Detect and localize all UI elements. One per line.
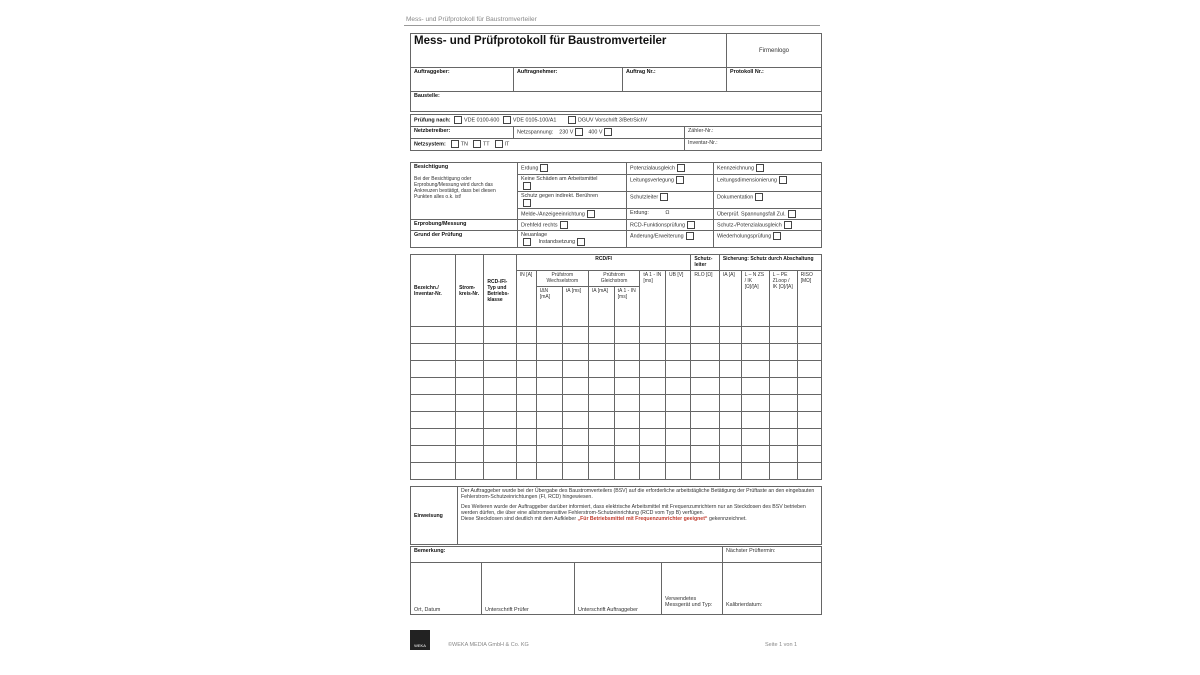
- table-cell[interactable]: [691, 395, 720, 412]
- unterschrift-pruefer-field[interactable]: Unterschrift Prüfer: [482, 563, 575, 615]
- table-cell[interactable]: [665, 395, 690, 412]
- page-number: Seite 1 von 1: [765, 642, 798, 648]
- check-schutzleiter[interactable]: Schutzleiter: [627, 192, 714, 209]
- table-cell[interactable]: [516, 446, 536, 463]
- einweisung-label: Einweisung: [411, 487, 458, 545]
- auftrag-nr-field[interactable]: Auftrag Nr.:: [623, 68, 727, 92]
- table-cell[interactable]: [484, 327, 516, 344]
- table-cell[interactable]: [411, 429, 456, 446]
- table-cell[interactable]: [536, 412, 562, 429]
- table-cell[interactable]: [691, 361, 720, 378]
- table-cell[interactable]: [588, 463, 614, 480]
- table-cell[interactable]: [614, 327, 640, 344]
- table-cell[interactable]: [719, 344, 741, 361]
- table-cell[interactable]: [562, 327, 588, 344]
- table-cell[interactable]: [797, 446, 821, 463]
- col-ia: IA [mA]: [588, 287, 614, 327]
- col-ub: UB [V]: [665, 271, 690, 327]
- table-cell[interactable]: [484, 361, 516, 378]
- col-ln: L – N ZS / IK [Ω]/[A]: [741, 271, 769, 327]
- check-leitungsverlegung[interactable]: Leitungsverlegung: [627, 175, 714, 192]
- checkbox-dguv[interactable]: [568, 116, 576, 124]
- besichtigung-table: [410, 162, 822, 248]
- table-cell[interactable]: [588, 378, 614, 395]
- check-instand[interactable]: Instandsetzung: [539, 239, 588, 245]
- table-cell[interactable]: [411, 463, 456, 480]
- table-cell[interactable]: [484, 463, 516, 480]
- table-cell[interactable]: [741, 446, 769, 463]
- check-aenderung[interactable]: Änderung/Erweiterung: [627, 231, 714, 248]
- table-cell[interactable]: [484, 378, 516, 395]
- col-idn: IΔN [mA]: [536, 287, 562, 327]
- col-wechsel: Prüfstrom Wechselstrom: [536, 271, 588, 287]
- check-leitungsdim[interactable]: Leitungsdimensionierung: [714, 175, 822, 192]
- checkbox-tn[interactable]: [451, 140, 459, 148]
- table-cell[interactable]: [769, 429, 797, 446]
- table-cell[interactable]: [691, 446, 720, 463]
- firmenlogo-box: Firmenlogo: [727, 34, 822, 68]
- table-cell[interactable]: [741, 429, 769, 446]
- signature-table: [410, 546, 822, 615]
- col-ta: tA [ms]: [562, 287, 588, 327]
- kalibrier-field[interactable]: Kalibrierdatum:: [723, 563, 822, 615]
- table-row: [411, 361, 822, 378]
- col-rlo: RLO [Ω]: [691, 271, 720, 327]
- header-table: [410, 33, 822, 112]
- check-schutz[interactable]: Schutz gegen indirekt. Berühren: [518, 192, 627, 209]
- col-riso: RISO [MΩ]: [797, 271, 821, 327]
- table-cell[interactable]: [614, 361, 640, 378]
- table-row: [411, 344, 822, 361]
- table-cell[interactable]: [640, 378, 666, 395]
- table-cell[interactable]: [614, 429, 640, 446]
- table-cell[interactable]: [719, 361, 741, 378]
- table-cell[interactable]: [719, 327, 741, 344]
- publisher-text: ©WEKA MEDIA GmbH & Co. KG: [448, 642, 529, 648]
- check-potential[interactable]: Potenzialausgleich: [627, 163, 714, 175]
- col-schutzleiter: Schutz-leiter: [691, 255, 720, 271]
- auftragnehmer-field[interactable]: Auftragnehmer:: [514, 68, 623, 92]
- table-cell[interactable]: [640, 429, 666, 446]
- unterschrift-auftraggeber-field[interactable]: Unterschrift Auftraggeber: [575, 563, 662, 615]
- table-cell[interactable]: [516, 395, 536, 412]
- table-cell[interactable]: [456, 378, 484, 395]
- table-cell[interactable]: [536, 446, 562, 463]
- table-cell[interactable]: [484, 412, 516, 429]
- table-cell[interactable]: [797, 344, 821, 361]
- table-cell[interactable]: [536, 344, 562, 361]
- table-cell[interactable]: [769, 361, 797, 378]
- table-cell[interactable]: [484, 446, 516, 463]
- table-cell[interactable]: [769, 344, 797, 361]
- table-cell[interactable]: [562, 395, 588, 412]
- table-cell[interactable]: [484, 395, 516, 412]
- table-row: [411, 395, 822, 412]
- table-cell[interactable]: [516, 378, 536, 395]
- table-cell[interactable]: [614, 463, 640, 480]
- check-keine-schaeden[interactable]: Keine Schäden am Arbeitsmittel: [518, 175, 627, 192]
- check-rcd[interactable]: RCD-Funktionsprüfung: [627, 220, 714, 231]
- table-cell[interactable]: [691, 378, 720, 395]
- col-t1: tA 1 - IN [ms]: [640, 271, 666, 327]
- table-cell[interactable]: [516, 463, 536, 480]
- table-cell[interactable]: [719, 463, 741, 480]
- table-cell[interactable]: [456, 412, 484, 429]
- table-cell[interactable]: [640, 463, 666, 480]
- check-neuanlage[interactable]: Neuanlage: [521, 232, 547, 245]
- table-cell[interactable]: [741, 395, 769, 412]
- table-cell[interactable]: [665, 463, 690, 480]
- table-cell[interactable]: [640, 446, 666, 463]
- table-cell[interactable]: [640, 361, 666, 378]
- table-cell[interactable]: [665, 412, 690, 429]
- table-cell[interactable]: [614, 412, 640, 429]
- protokoll-nr-field[interactable]: Protokoll Nr.:: [727, 68, 822, 92]
- table-cell[interactable]: [691, 463, 720, 480]
- auftraggeber-field[interactable]: Auftraggeber:: [411, 68, 514, 92]
- baustelle-field[interactable]: Baustelle:: [411, 92, 822, 112]
- pruefung-row: Prüfung nach: VDE 0100-600 VDE 0105-100/A1 DGUV Vorschrift 3/BetrSichV: [411, 115, 822, 127]
- table-cell[interactable]: [484, 344, 516, 361]
- col-strom: Strom-kreis-Nr.: [456, 255, 484, 327]
- table-cell[interactable]: [797, 463, 821, 480]
- table-cell[interactable]: [741, 361, 769, 378]
- checkbox-it[interactable]: [495, 140, 503, 148]
- table-cell[interactable]: [797, 327, 821, 344]
- table-cell[interactable]: [691, 429, 720, 446]
- checkbox-tt[interactable]: [473, 140, 481, 148]
- table-cell[interactable]: [411, 412, 456, 429]
- check-melde[interactable]: Melde-/Anzeigeeinrichtung: [518, 209, 627, 220]
- table-cell[interactable]: [797, 395, 821, 412]
- table-cell[interactable]: [536, 378, 562, 395]
- grund-neu-instand: [518, 231, 627, 248]
- table-cell[interactable]: [719, 395, 741, 412]
- check-kennzeichnung[interactable]: Kennzeichnung: [714, 163, 822, 175]
- table-cell[interactable]: [456, 327, 484, 344]
- table-cell[interactable]: [769, 395, 797, 412]
- col-bezeichn: Bezeichn./ Inventar-Nr.: [411, 255, 456, 327]
- table-cell[interactable]: [411, 446, 456, 463]
- table-cell[interactable]: [769, 378, 797, 395]
- breadcrumb: Mess- und Prüfprotokoll für Baustromverteiler: [406, 16, 537, 23]
- table-cell[interactable]: [536, 361, 562, 378]
- netzsystem-row: Netzsystem: TN TT IT: [411, 139, 685, 151]
- table-cell[interactable]: [769, 463, 797, 480]
- messgeraet-field[interactable]: Verwendetes Messgerät und Typ:: [662, 563, 723, 615]
- messwerte-table: [410, 254, 822, 480]
- table-cell[interactable]: [562, 344, 588, 361]
- col-ia2: IA [A]: [719, 271, 741, 327]
- table-cell[interactable]: [456, 344, 484, 361]
- table-cell[interactable]: [769, 327, 797, 344]
- table-cell[interactable]: [456, 429, 484, 446]
- table-cell[interactable]: [614, 344, 640, 361]
- table-cell[interactable]: [665, 344, 690, 361]
- table-cell[interactable]: [411, 378, 456, 395]
- bemerkung-field[interactable]: Bemerkung:: [411, 547, 723, 563]
- col-rcd-typ: RCD-/FI-Typ und Betriebs-klasse: [484, 255, 516, 327]
- table-row: [411, 378, 822, 395]
- header-divider: [404, 25, 820, 26]
- table-row: [411, 327, 822, 344]
- table-cell[interactable]: [719, 412, 741, 429]
- checkbox-vde-0100[interactable]: [454, 116, 462, 124]
- table-cell[interactable]: [797, 429, 821, 446]
- table-cell[interactable]: [588, 395, 614, 412]
- table-cell[interactable]: [640, 395, 666, 412]
- table-cell[interactable]: [614, 446, 640, 463]
- erdung-ohm-field[interactable]: Erdung: Ω: [627, 209, 714, 220]
- table-cell[interactable]: [719, 429, 741, 446]
- table-cell[interactable]: [536, 395, 562, 412]
- table-cell[interactable]: [691, 327, 720, 344]
- col-lpe: L – PE ZLoop / IK [Ω]/[A]: [769, 271, 797, 327]
- check-erdung[interactable]: Erdung: [518, 163, 627, 175]
- document-title: Mess- und Prüfprotokoll für Baustromverteiler: [411, 34, 727, 68]
- table-cell[interactable]: [769, 412, 797, 429]
- checkbox-230v[interactable]: [575, 128, 583, 136]
- table-cell[interactable]: [588, 429, 614, 446]
- check-schutzpot[interactable]: Schutz-/Potenzialausgleich: [714, 220, 822, 231]
- table-cell[interactable]: [719, 378, 741, 395]
- check-wiederholung[interactable]: Wiederholungsprüfung: [714, 231, 822, 248]
- table-cell[interactable]: [797, 412, 821, 429]
- table-cell[interactable]: [741, 412, 769, 429]
- table-cell[interactable]: [456, 361, 484, 378]
- besichtigung-cell: Besichtigung Bei der Besichtigung oder Erprobung/Messung wird durch das Ankreuzen bestätigt, dass bei diesen Punkten alles o.k. ist!: [411, 163, 518, 220]
- table-cell[interactable]: [741, 327, 769, 344]
- col-sicherung: Sicherung: Schutz durch Abschaltung: [719, 255, 821, 271]
- table-row: [411, 463, 822, 480]
- table-cell[interactable]: [456, 446, 484, 463]
- table-cell[interactable]: [797, 378, 821, 395]
- inventar-field[interactable]: Inventar-Nr.:: [685, 139, 822, 151]
- table-cell[interactable]: [741, 463, 769, 480]
- table-cell[interactable]: [588, 327, 614, 344]
- table-cell[interactable]: [562, 429, 588, 446]
- table-cell[interactable]: [741, 344, 769, 361]
- check-dokumentation[interactable]: Dokumentation: [714, 192, 822, 209]
- grund-label: Grund der Prüfung: [411, 231, 518, 248]
- table-cell[interactable]: [665, 446, 690, 463]
- table-cell[interactable]: [516, 361, 536, 378]
- einweisung-table: [410, 486, 822, 545]
- table-row: [411, 446, 822, 463]
- table-cell[interactable]: [588, 446, 614, 463]
- table-cell[interactable]: [411, 344, 456, 361]
- table-row: [411, 412, 822, 429]
- table-cell[interactable]: [588, 412, 614, 429]
- col-in: IN [A]: [516, 271, 536, 327]
- ort-datum-field[interactable]: Ort, Datum: [411, 563, 482, 615]
- pruefung-table: [410, 114, 822, 151]
- table-cell[interactable]: [691, 412, 720, 429]
- col-rcd-fi: RCD/FI: [516, 255, 691, 271]
- table-cell[interactable]: [411, 361, 456, 378]
- table-cell[interactable]: [665, 378, 690, 395]
- naechster-field[interactable]: Nächster Prüftermin:: [723, 547, 822, 563]
- table-cell[interactable]: [411, 395, 456, 412]
- table-cell[interactable]: [588, 361, 614, 378]
- netzbetreiber-field[interactable]: Netzbetreiber:: [411, 127, 514, 139]
- netzspannung-row: Netzspannung: 230 V 400 V: [514, 127, 685, 139]
- table-cell[interactable]: [516, 344, 536, 361]
- table-cell[interactable]: [665, 361, 690, 378]
- table-cell[interactable]: [719, 446, 741, 463]
- table-cell[interactable]: [769, 446, 797, 463]
- table-cell[interactable]: [516, 429, 536, 446]
- table-cell[interactable]: [536, 429, 562, 446]
- table-cell[interactable]: [614, 395, 640, 412]
- check-drehfeld[interactable]: Drehfeld rechts: [518, 220, 627, 231]
- table-cell[interactable]: [640, 344, 666, 361]
- table-row: [411, 429, 822, 446]
- table-cell[interactable]: [665, 429, 690, 446]
- einweisung-text: Der Auftraggeber wurde bei der Übergabe des Baustromverteilers (BSV) auf die erforderliche arbeitstägliche Betätigung der Prüftaste an den eingebauten Fehlerstrom-Schutzeinrichtungen (FI, RCD) hingewiesen. Des Weiteren wurde der Auftraggeber darüber informiert, dass elektrische Arbeitsmittel mit Frequenzumrichtern nur an Steckdosen des BSV betrieben werden dürfen, die über eine allstromsensitive Fehlerstrom-Schutzeinrichtung (RCD vom Typ B) verfügen. Diese Steckdosen sind deutlich mit dem Aufkleber „Für Betriebsmittel mit Frequenzumrichter geeignet“ gekennzeichnet.: [458, 487, 822, 545]
- table-cell[interactable]: [665, 327, 690, 344]
- table-cell[interactable]: [456, 395, 484, 412]
- table-cell[interactable]: [691, 344, 720, 361]
- table-cell[interactable]: [588, 344, 614, 361]
- table-cell[interactable]: [562, 378, 588, 395]
- table-cell[interactable]: [562, 446, 588, 463]
- check-ueberpr[interactable]: Überprüf. Spannungsfall Zul.: [714, 209, 822, 220]
- table-cell[interactable]: [562, 361, 588, 378]
- table-cell[interactable]: [456, 463, 484, 480]
- table-cell[interactable]: [741, 378, 769, 395]
- table-cell[interactable]: [516, 327, 536, 344]
- table-cell[interactable]: [516, 412, 536, 429]
- table-cell[interactable]: [562, 463, 588, 480]
- checkbox-400v[interactable]: [604, 128, 612, 136]
- table-cell[interactable]: [640, 412, 666, 429]
- table-cell[interactable]: [640, 327, 666, 344]
- table-cell[interactable]: [536, 463, 562, 480]
- table-cell[interactable]: [536, 327, 562, 344]
- checkbox-vde-0105[interactable]: [503, 116, 511, 124]
- col-gleich: Prüfstrom Gleichstrom: [588, 271, 639, 287]
- col-ta2: tA 1 - IN [ms]: [614, 287, 640, 327]
- table-cell[interactable]: [411, 327, 456, 344]
- table-cell[interactable]: [797, 361, 821, 378]
- table-cell[interactable]: [562, 412, 588, 429]
- table-cell[interactable]: [484, 429, 516, 446]
- weka-logo: WEKA: [410, 630, 430, 650]
- table-cell[interactable]: [614, 378, 640, 395]
- zaehler-field[interactable]: Zähler-Nr.:: [685, 127, 822, 139]
- erprobung-label: Erprobung/Messung: [411, 220, 518, 231]
